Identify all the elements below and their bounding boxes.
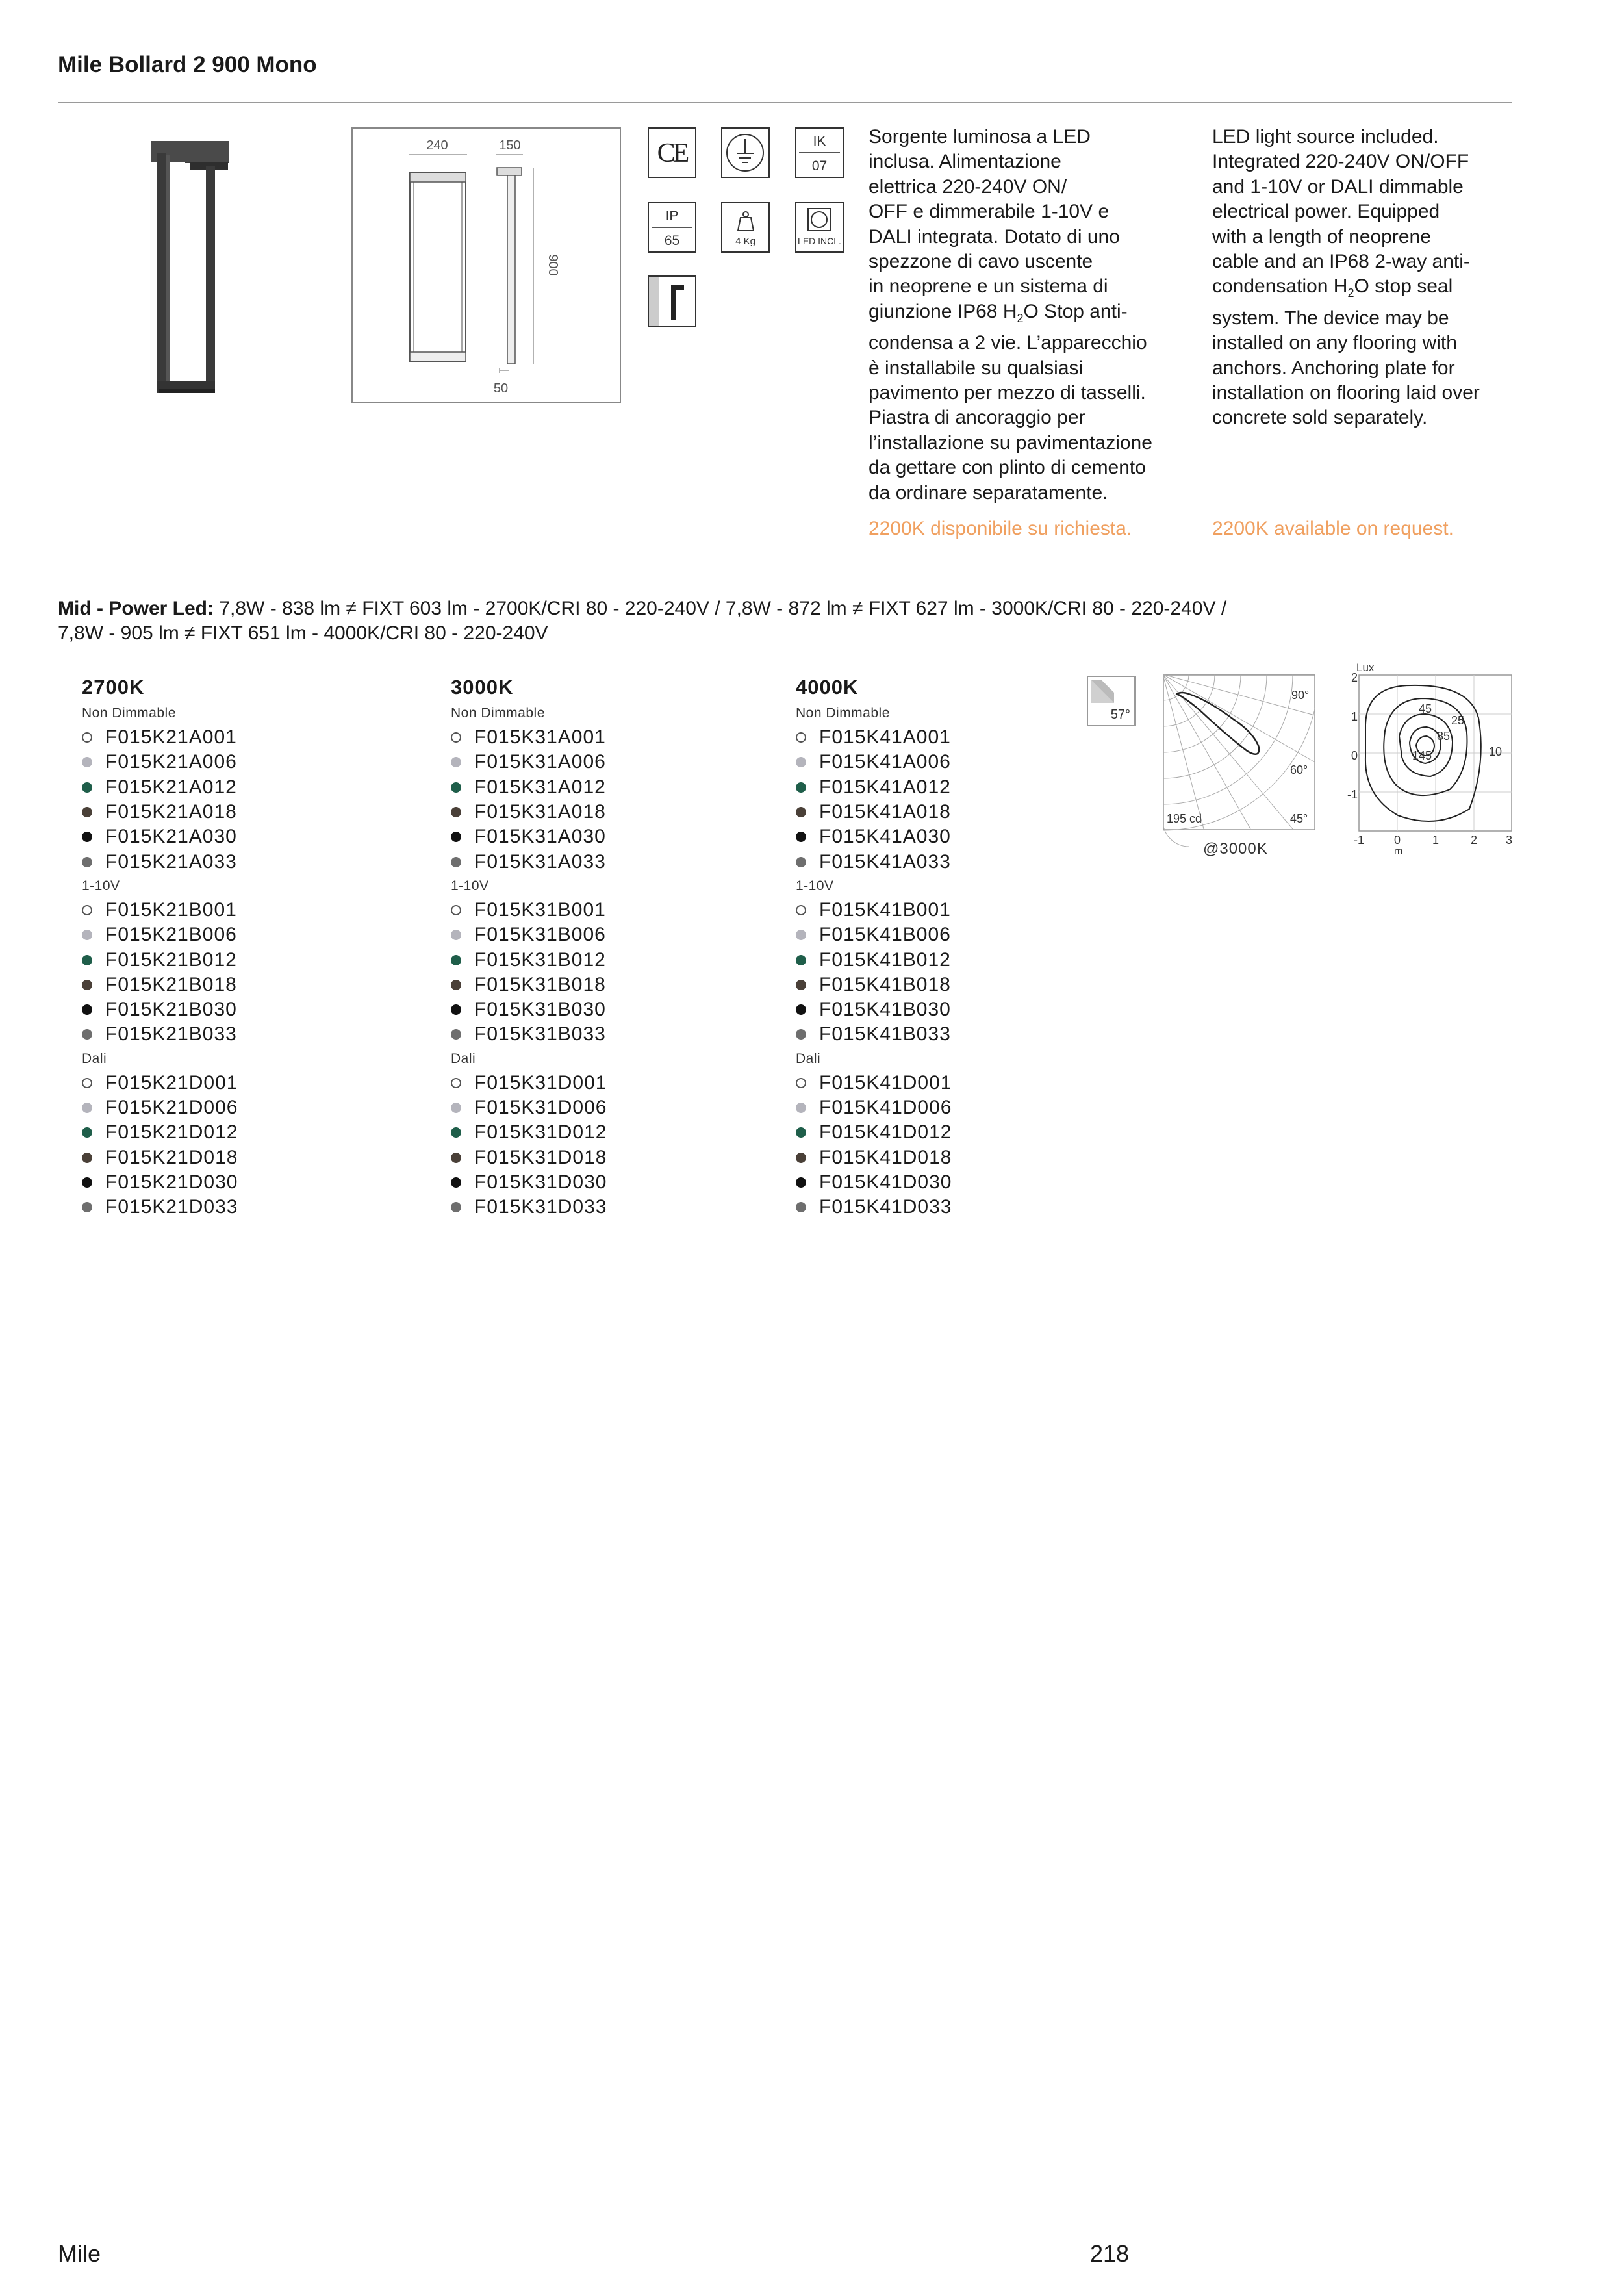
product-code: F015K41B030 [819,999,951,1021]
product-code: F015K41D006 [819,1097,952,1118]
finish-color-swatch [796,905,806,915]
product-code: F015K41A006 [819,751,951,773]
finish-color-swatch [82,1029,92,1040]
product-code-row [820,947,952,972]
product-code: F015K31B033 [474,1023,606,1045]
description-english: LED light source included. Integrated 220-240V ON/OFF and 1-10V or DALI dimmable electrical power. Equipped with a length of neoprene cable and an IP68 2-way anti- condensation $H_2O$ stop seal system. The device may be installed on any flooring with anchors. Anchoring plate for installation on flooring laid over concrete sold separately. [1212,126,1480,429]
product-code-row [107,898,238,923]
svg-text:1: 1 [1351,710,1358,723]
finish-color-swatch [82,807,92,817]
product-code: F015K21D012 [105,1121,238,1143]
dim-height: 900 [546,254,560,276]
product-code-row [107,1095,238,1120]
product-code-row [820,1095,952,1120]
product-code-row [820,750,952,774]
finish-color-swatch [82,832,92,842]
photometry-caption: @3000K [1203,840,1268,858]
svg-text:0: 0 [1394,834,1401,847]
product-code-row [107,1195,238,1220]
svg-text:2: 2 [1471,834,1478,847]
svg-text:0: 0 [1351,749,1358,762]
variant-column-2700k [82,676,238,1220]
product-code: F015K21A030 [105,826,237,848]
product-code: F015K21D001 [105,1071,238,1093]
product-code: F015K41D033 [819,1196,952,1218]
product-code-row [820,1145,952,1169]
finish-color-swatch [451,807,461,817]
product-code-row [476,923,607,947]
led-included-icon: LED INCL. [795,202,844,253]
dimming-group-label: 1-10V [796,878,834,893]
variant-title: 2700K [82,676,145,698]
product-code-row [820,898,952,923]
product-code-row [820,997,952,1022]
svg-text:145: 145 [1412,749,1432,762]
product-code-row [820,1022,952,1047]
finish-color-swatch [451,782,461,793]
product-code-row [107,1120,238,1145]
product-code: F015K31B030 [474,999,606,1021]
finish-color-swatch [796,1029,806,1040]
product-code-row [820,1071,952,1095]
note-italian: 2200K disponibile su richiesta. [869,518,1132,539]
product-code-row [107,725,238,750]
product-code: F015K31A018 [474,801,606,823]
ce-mark-icon: CE [648,127,696,178]
angle-label-60: 60° [1290,763,1308,776]
finish-color-swatch [82,1153,92,1163]
dimming-group-label: Dali [451,1051,476,1066]
product-code: F015K21B018 [105,973,237,995]
finish-color-swatch [796,1004,806,1015]
finish-color-swatch [796,1127,806,1138]
finish-color-swatch [451,1127,461,1138]
product-code: F015K21B001 [105,899,237,921]
product-code-row [107,1022,238,1047]
product-code-row [107,997,238,1022]
product-code-row [107,1145,238,1169]
dimming-group-label: Non Dimmable [796,706,890,721]
weight-icon: 4 Kg [721,202,770,253]
product-code: F015K21D006 [105,1097,238,1118]
product-code: F015K21D030 [105,1171,238,1193]
product-code-row [820,824,952,849]
ik-rating-icon: IK 07 [795,127,844,178]
product-code: F015K21B006 [105,924,237,946]
dim-width: 240 [426,138,448,153]
finish-color-swatch [796,782,806,793]
svg-text:25: 25 [1451,714,1465,727]
dim-base: 50 [493,381,509,396]
product-code-row [476,1071,607,1095]
finish-color-swatch [451,832,461,842]
variant-title: 3000K [451,676,514,698]
product-code: F015K31D018 [474,1146,607,1168]
finish-color-swatch [82,757,92,767]
finish-color-swatch [796,832,806,842]
svg-text:45: 45 [1419,702,1432,715]
dimming-group-label: Dali [82,1051,107,1066]
product-code: F015K31B018 [474,973,606,995]
finish-color-swatch [82,1127,92,1138]
beam-angle-icon: 57° [1087,676,1136,726]
product-code: F015K41A001 [819,726,951,748]
product-code: F015K31A033 [474,850,606,873]
finish-color-swatch [82,905,92,915]
finish-color-swatch [451,857,461,867]
finish-color-swatch [451,980,461,990]
header-divider [58,102,1512,103]
note-english: 2200K available on request. [1212,518,1454,539]
product-code: F015K31D033 [474,1196,607,1218]
product-code-row [107,1071,238,1095]
finish-color-swatch [796,1103,806,1113]
product-code: F015K41D001 [819,1071,952,1093]
product-code: F015K21A018 [105,801,237,823]
finish-color-swatch [82,980,92,990]
product-code: F015K31B001 [474,899,606,921]
svg-text:2: 2 [1351,671,1358,684]
product-code: F015K21B012 [105,949,237,971]
finish-color-swatch [82,732,92,743]
footer-section: Mile [58,2240,101,2267]
product-image [146,140,237,396]
product-code-row [107,750,238,774]
product-code: F015K21B033 [105,1023,237,1045]
finish-color-swatch [796,955,806,965]
description-italian: Sorgente luminosa a LED inclusa. Alimentazione elettrica 220-240V ON/ OFF e dimmerabile 1-10V e DALI integrata. Dotato di uno spezzone di cavo uscente in neoprene e un sistema di giunzione IP68 $H_2O$ Stop anti- condensa a 2 vie. L’apparecchio è installabile su qualsiasi pavimento per mezzo di tasselli. Piastra di ancoraggio per l’installazione su pavimentazione da gettare con plinto di cemento da ordinare separatamente. [869,126,1152,504]
product-code-row [107,1170,238,1195]
finish-color-swatch [451,1029,461,1040]
product-code-row [820,725,952,750]
product-code-row [476,973,607,997]
finish-color-swatch [82,1004,92,1015]
product-code: F015K41A018 [819,801,951,823]
product-code-row [820,775,952,800]
product-code-row [476,1145,607,1169]
finish-color-swatch [451,757,461,767]
product-code-row [107,824,238,849]
product-code-row [820,973,952,997]
product-code-row [107,800,238,824]
finish-color-swatch [82,930,92,940]
svg-text:3: 3 [1506,834,1513,847]
finish-color-swatch [451,905,461,915]
finish-color-swatch [451,1078,461,1088]
product-code-row [820,1195,952,1220]
product-code-row [476,997,607,1022]
svg-text:1: 1 [1432,834,1440,847]
variant-title: 4000K [796,676,859,698]
page-title: Mile Bollard 2 900 Mono [58,52,317,77]
product-code-row [476,725,607,750]
finish-color-swatch [796,1153,806,1163]
product-code-row [820,1120,952,1145]
product-code: F015K21A001 [105,726,237,748]
product-code: F015K31D030 [474,1171,607,1193]
finish-color-swatch [82,1177,92,1188]
dimming-group-label: Non Dimmable [82,706,176,721]
product-code-row [476,1120,607,1145]
product-code-row [476,800,607,824]
product-code: F015K41D012 [819,1121,952,1143]
dimming-group-label: Non Dimmable [451,706,545,721]
product-code: F015K21A006 [105,751,237,773]
product-code-row [107,775,238,800]
product-code-row [476,824,607,849]
product-code-row [476,775,607,800]
finish-color-swatch [451,1004,461,1015]
dimming-group-label: 1-10V [451,878,489,893]
finish-color-swatch [82,1103,92,1113]
finish-color-swatch [796,732,806,743]
product-code: F015K41B012 [819,949,951,971]
product-code-row [476,947,607,972]
product-code: F015K41B033 [819,1023,951,1045]
product-code: F015K21B030 [105,999,237,1021]
finish-color-swatch [451,1103,461,1113]
product-code: F015K21D033 [105,1196,238,1218]
product-code-row [820,923,952,947]
product-code: F015K31B012 [474,949,606,971]
dim-depth: 150 [499,138,521,153]
finish-color-swatch [451,955,461,965]
product-code-row [820,849,952,874]
page-number: 218 [1090,2240,1130,2267]
product-code: F015K31D006 [474,1097,607,1118]
product-code: F015K31A001 [474,726,606,748]
polar-intensity-diagram [1163,674,1315,863]
angle-label-45: 45° [1290,812,1308,825]
finish-color-swatch [82,1202,92,1212]
product-code-row [476,849,607,874]
finish-color-swatch [451,1177,461,1188]
product-code-row [820,1170,952,1195]
product-code: F015K41A012 [819,776,951,798]
ip-rating-icon: IP 65 [648,202,696,253]
finish-color-swatch [796,930,806,940]
finish-color-swatch [796,1177,806,1188]
product-code: F015K31B006 [474,924,606,946]
finish-color-swatch [796,757,806,767]
product-code: F015K41A033 [819,850,951,873]
product-code: F015K21A012 [105,776,237,798]
product-code: F015K31D001 [474,1071,607,1093]
product-code: F015K21D018 [105,1146,238,1168]
finish-color-swatch [451,1153,461,1163]
finish-color-swatch [82,782,92,793]
product-code-row [476,1095,607,1120]
lux-label: Lux [1356,661,1375,674]
finish-color-swatch [796,980,806,990]
product-code-row [820,800,952,824]
technical-drawing [351,127,621,403]
svg-text:85: 85 [1437,730,1451,743]
product-code: F015K41B001 [819,899,951,921]
product-code: F015K41B006 [819,924,951,946]
product-code-row [476,898,607,923]
svg-text:-1: -1 [1354,834,1365,847]
dimming-group-label: Dali [796,1051,821,1066]
product-code: F015K31A030 [474,826,606,848]
finish-color-swatch [82,955,92,965]
product-code: F015K41A030 [819,826,951,848]
finish-color-swatch [796,857,806,867]
variant-column-3000k [451,676,607,1220]
finish-color-swatch [451,930,461,940]
finish-color-swatch [796,807,806,817]
product-code-row [107,947,238,972]
finish-color-swatch [82,1078,92,1088]
finish-color-swatch [82,857,92,867]
product-code-row [476,1022,607,1047]
finish-color-swatch [796,1078,806,1088]
variant-column-4000k [796,676,952,1220]
svg-text:10: 10 [1489,745,1503,758]
product-code: F015K41B018 [819,973,951,995]
product-code-row [107,923,238,947]
finish-color-swatch [451,1202,461,1212]
angle-label-90: 90° [1291,689,1310,702]
product-code: F015K31A012 [474,776,606,798]
surface-mount-icon [648,275,696,327]
product-code-row [476,1170,607,1195]
svg-text:m: m [1394,846,1403,857]
svg-text:-1: -1 [1347,788,1358,801]
dimming-group-label: 1-10V [82,878,120,893]
intensity-label: 195 cd [1167,812,1202,825]
class-i-earth-icon [721,127,770,178]
product-code: F015K41D030 [819,1171,952,1193]
product-code: F015K31D012 [474,1121,607,1143]
finish-color-swatch [796,1202,806,1212]
finish-color-swatch [451,732,461,743]
product-code-row [107,973,238,997]
product-code: F015K21A033 [105,850,237,873]
power-spec: Mid - Power Led: 7,8W - 838 lm ≠ FIXT 603 lm - 2700K/CRI 80 - 220-240V / 7,8W - 872 lm ≠ FIXT 627 lm - 3000K/CRI 80 - 220-240V / 7,8W - 905 lm ≠ FIXT 651 lm - 4000K/CRI 80 - 220-240V [58,598,1227,644]
product-code: F015K31A006 [474,751,606,773]
product-code-row [476,750,607,774]
product-code-row [476,1195,607,1220]
product-code: F015K41D018 [819,1146,952,1168]
isolux-diagram [1339,659,1515,861]
product-code-row [107,849,238,874]
